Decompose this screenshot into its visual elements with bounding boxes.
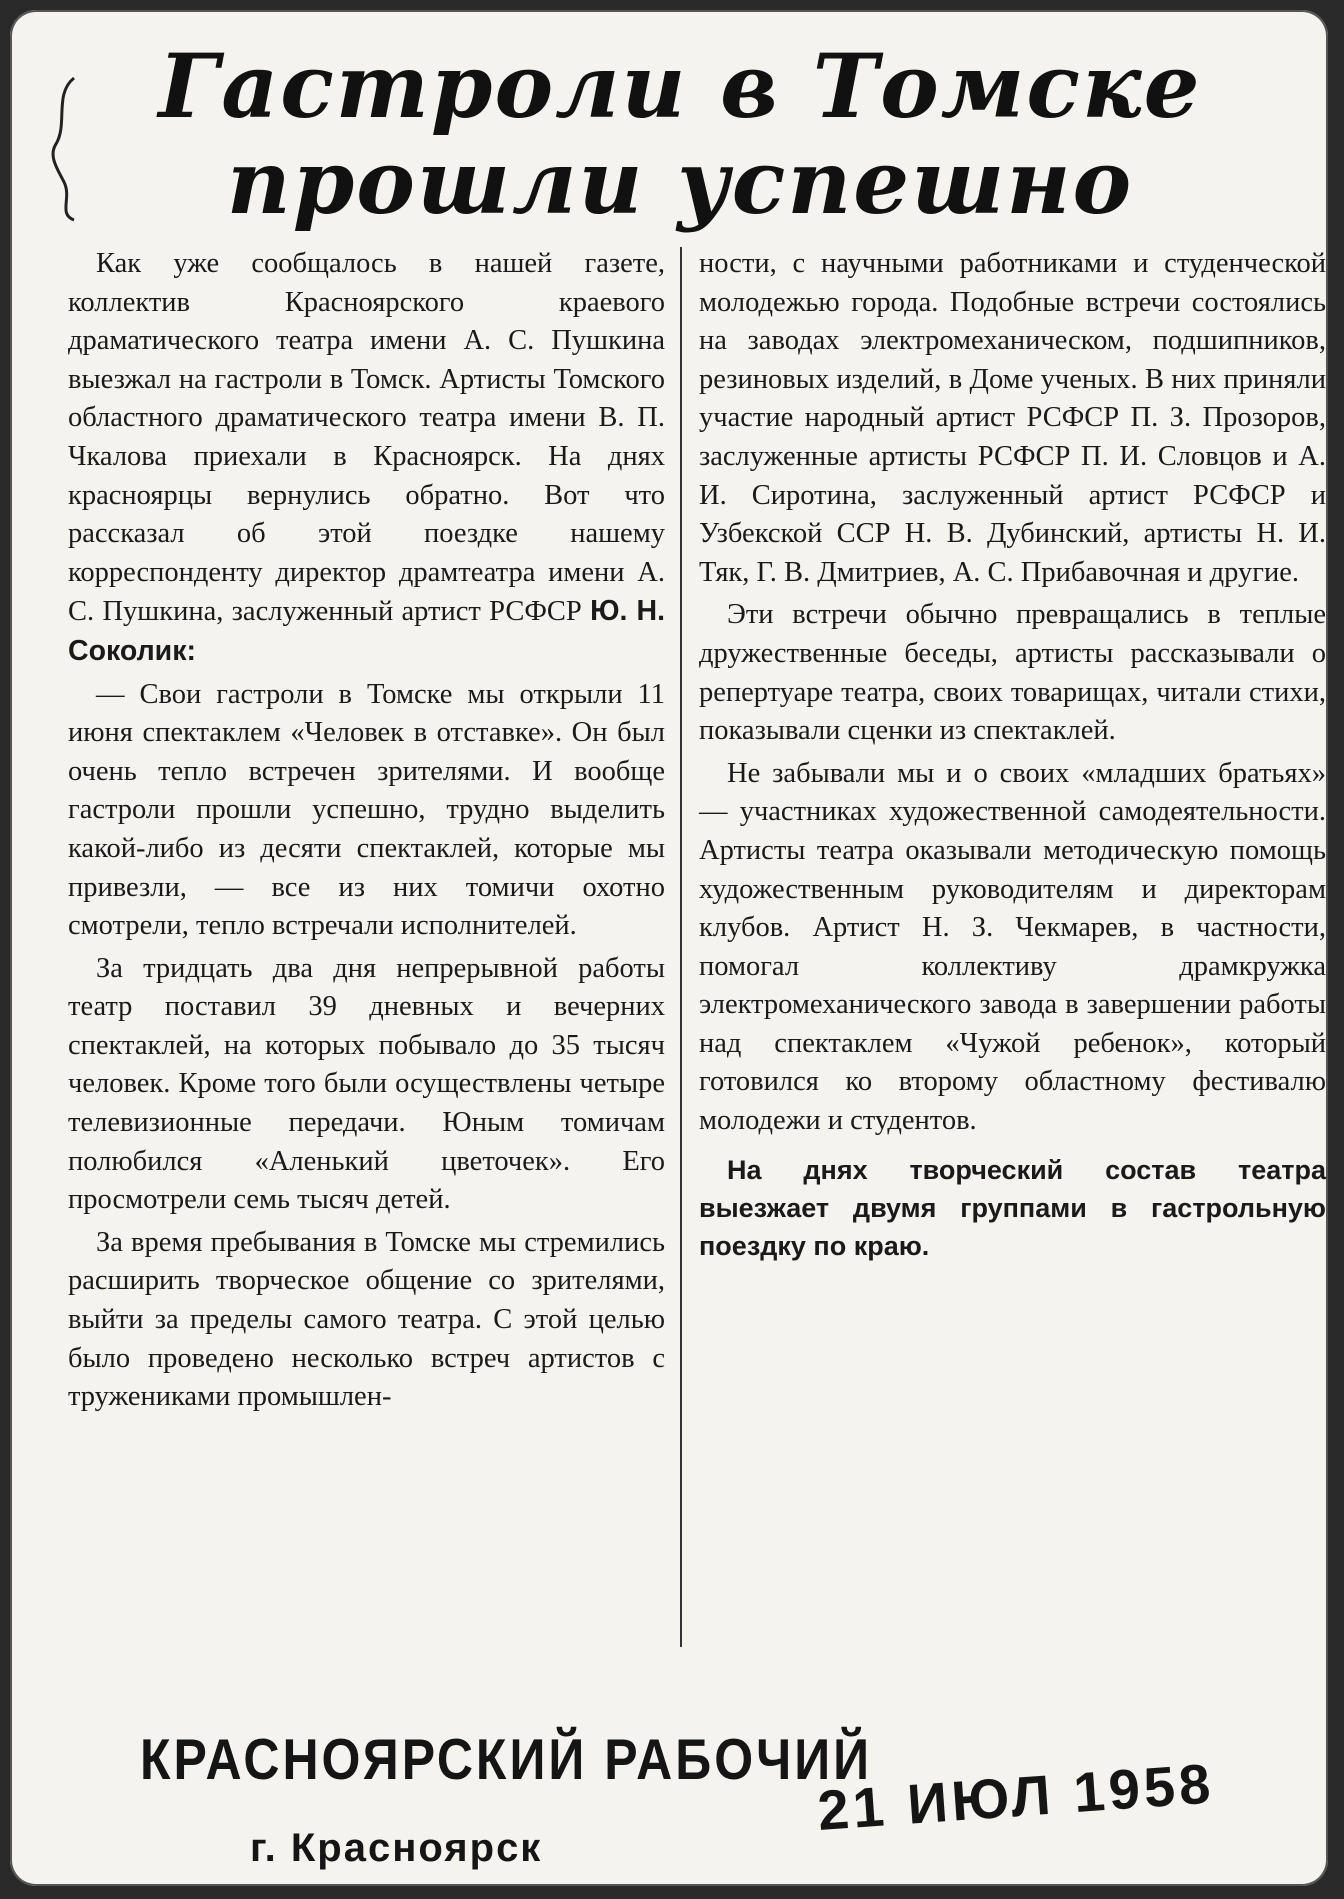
margin-bracket-mark xyxy=(44,74,84,224)
newspaper-clipping xyxy=(10,10,1328,1886)
article-body xyxy=(68,245,1326,1665)
paragraph-final: На днях творческий состав театра выезжает двумя группами в гастрольную поездку по краю. xyxy=(699,1154,1326,1261)
article-headline xyxy=(130,34,1230,234)
newspaper-stamp xyxy=(140,1726,1280,1886)
left-column xyxy=(68,245,665,1421)
stamp-date: 21 ИЮЛ 1958 xyxy=(815,1751,1217,1843)
stamp-city: г. Красноярск xyxy=(250,1826,543,1870)
stamp-newspaper-name: КРАСНОЯРСКИЙ РАБОЧИЙ xyxy=(140,1727,873,1792)
paragraph: — Свои гастроли в Томске мы открыли 11 июня спектаклем «Человек в отставке». Он был очень тепло встречен зрителями. И вообще гастроли прошли успешно, трудно выделить какой-либо из десяти спектаклей, которые мы привезли, — все из них томичи охотно смотрели, тепло встречали исполнителей. xyxy=(68,678,665,942)
paragraph: Эти встречи обычно превращались в теплые дружественные беседы, артисты рассказывали о репертуаре театра, своих товарищах, читали стихи, показывали сценки из спектаклей. xyxy=(699,599,1326,747)
column-divider xyxy=(680,247,682,1647)
interviewee-name: Ю. Н. Соколик: xyxy=(68,595,665,667)
intro-text: Как уже сообщалось в нашей газете, коллектив Красноярского краевого драматического театра имени А. С. Пушкина выезжал на гастроли в Томск. Артисты Томского областного драматического театра имени В. П. Чкалова приехали в Красноярск. На днях красноярцы вернулись обратно. Вот что рассказал об этой поездке нашему корреспонденту директор драмтеатра имени А. С. Пушкина, заслуженный артист РСФСР xyxy=(68,248,665,628)
paragraph: Не забывали мы и о своих «младших братьях» — участниках художественной самодеятельности. Артисты театра оказывали методическую помощь художественным руководителям и директорам клубов. Артист Н. З. Чекмарев, в частности, помогал коллективу драмкружка электромеханического завода в завершении работы над спектаклем «Чужой ребенок», который готовился ко второму областному фестивалю молодежи и студентов. xyxy=(699,757,1326,1137)
paragraph: ности, с научными работниками и студенческой молодежью города. Подобные встречи состоялись на заводах электромеханическом, подшипников, резиновых изделий, в Доме ученых. В них приняли участие народный артист РСФСР П. З. Прозоров, заслуженные артисты РСФСР П. И. Словцов и А. И. Сиротина, заслуженный артист РСФСР и Узбекской ССР Н. В. Дубинский, артисты Н. И. Тяк, Г. В. Дмитриев, А. С. Прибавочная и другие. xyxy=(699,248,1326,588)
paragraph: За время пребывания в Томске мы стремились расширить творческое общение со зрителями, выйти за пределы самого театра. С этой целью было проведено несколько встреч артистов с тружениками промышлен- xyxy=(68,1226,665,1413)
headline-line-1: Гастроли в Томске xyxy=(158,34,1202,138)
paragraph: За тридцать два дня непрерывной работы театр поставил 39 дневных и вечерних спектаклей, на которых побывало до 35 тысяч человек. Кроме того были осуществлены четыре телевизионные передачи. Юным томичам полюбился «Аленький цветочек». Его просмотрели семь тысяч детей. xyxy=(68,952,665,1216)
right-column xyxy=(699,245,1326,1269)
headline-line-2: прошли успешно xyxy=(226,130,1134,234)
paragraph-intro xyxy=(68,245,665,672)
